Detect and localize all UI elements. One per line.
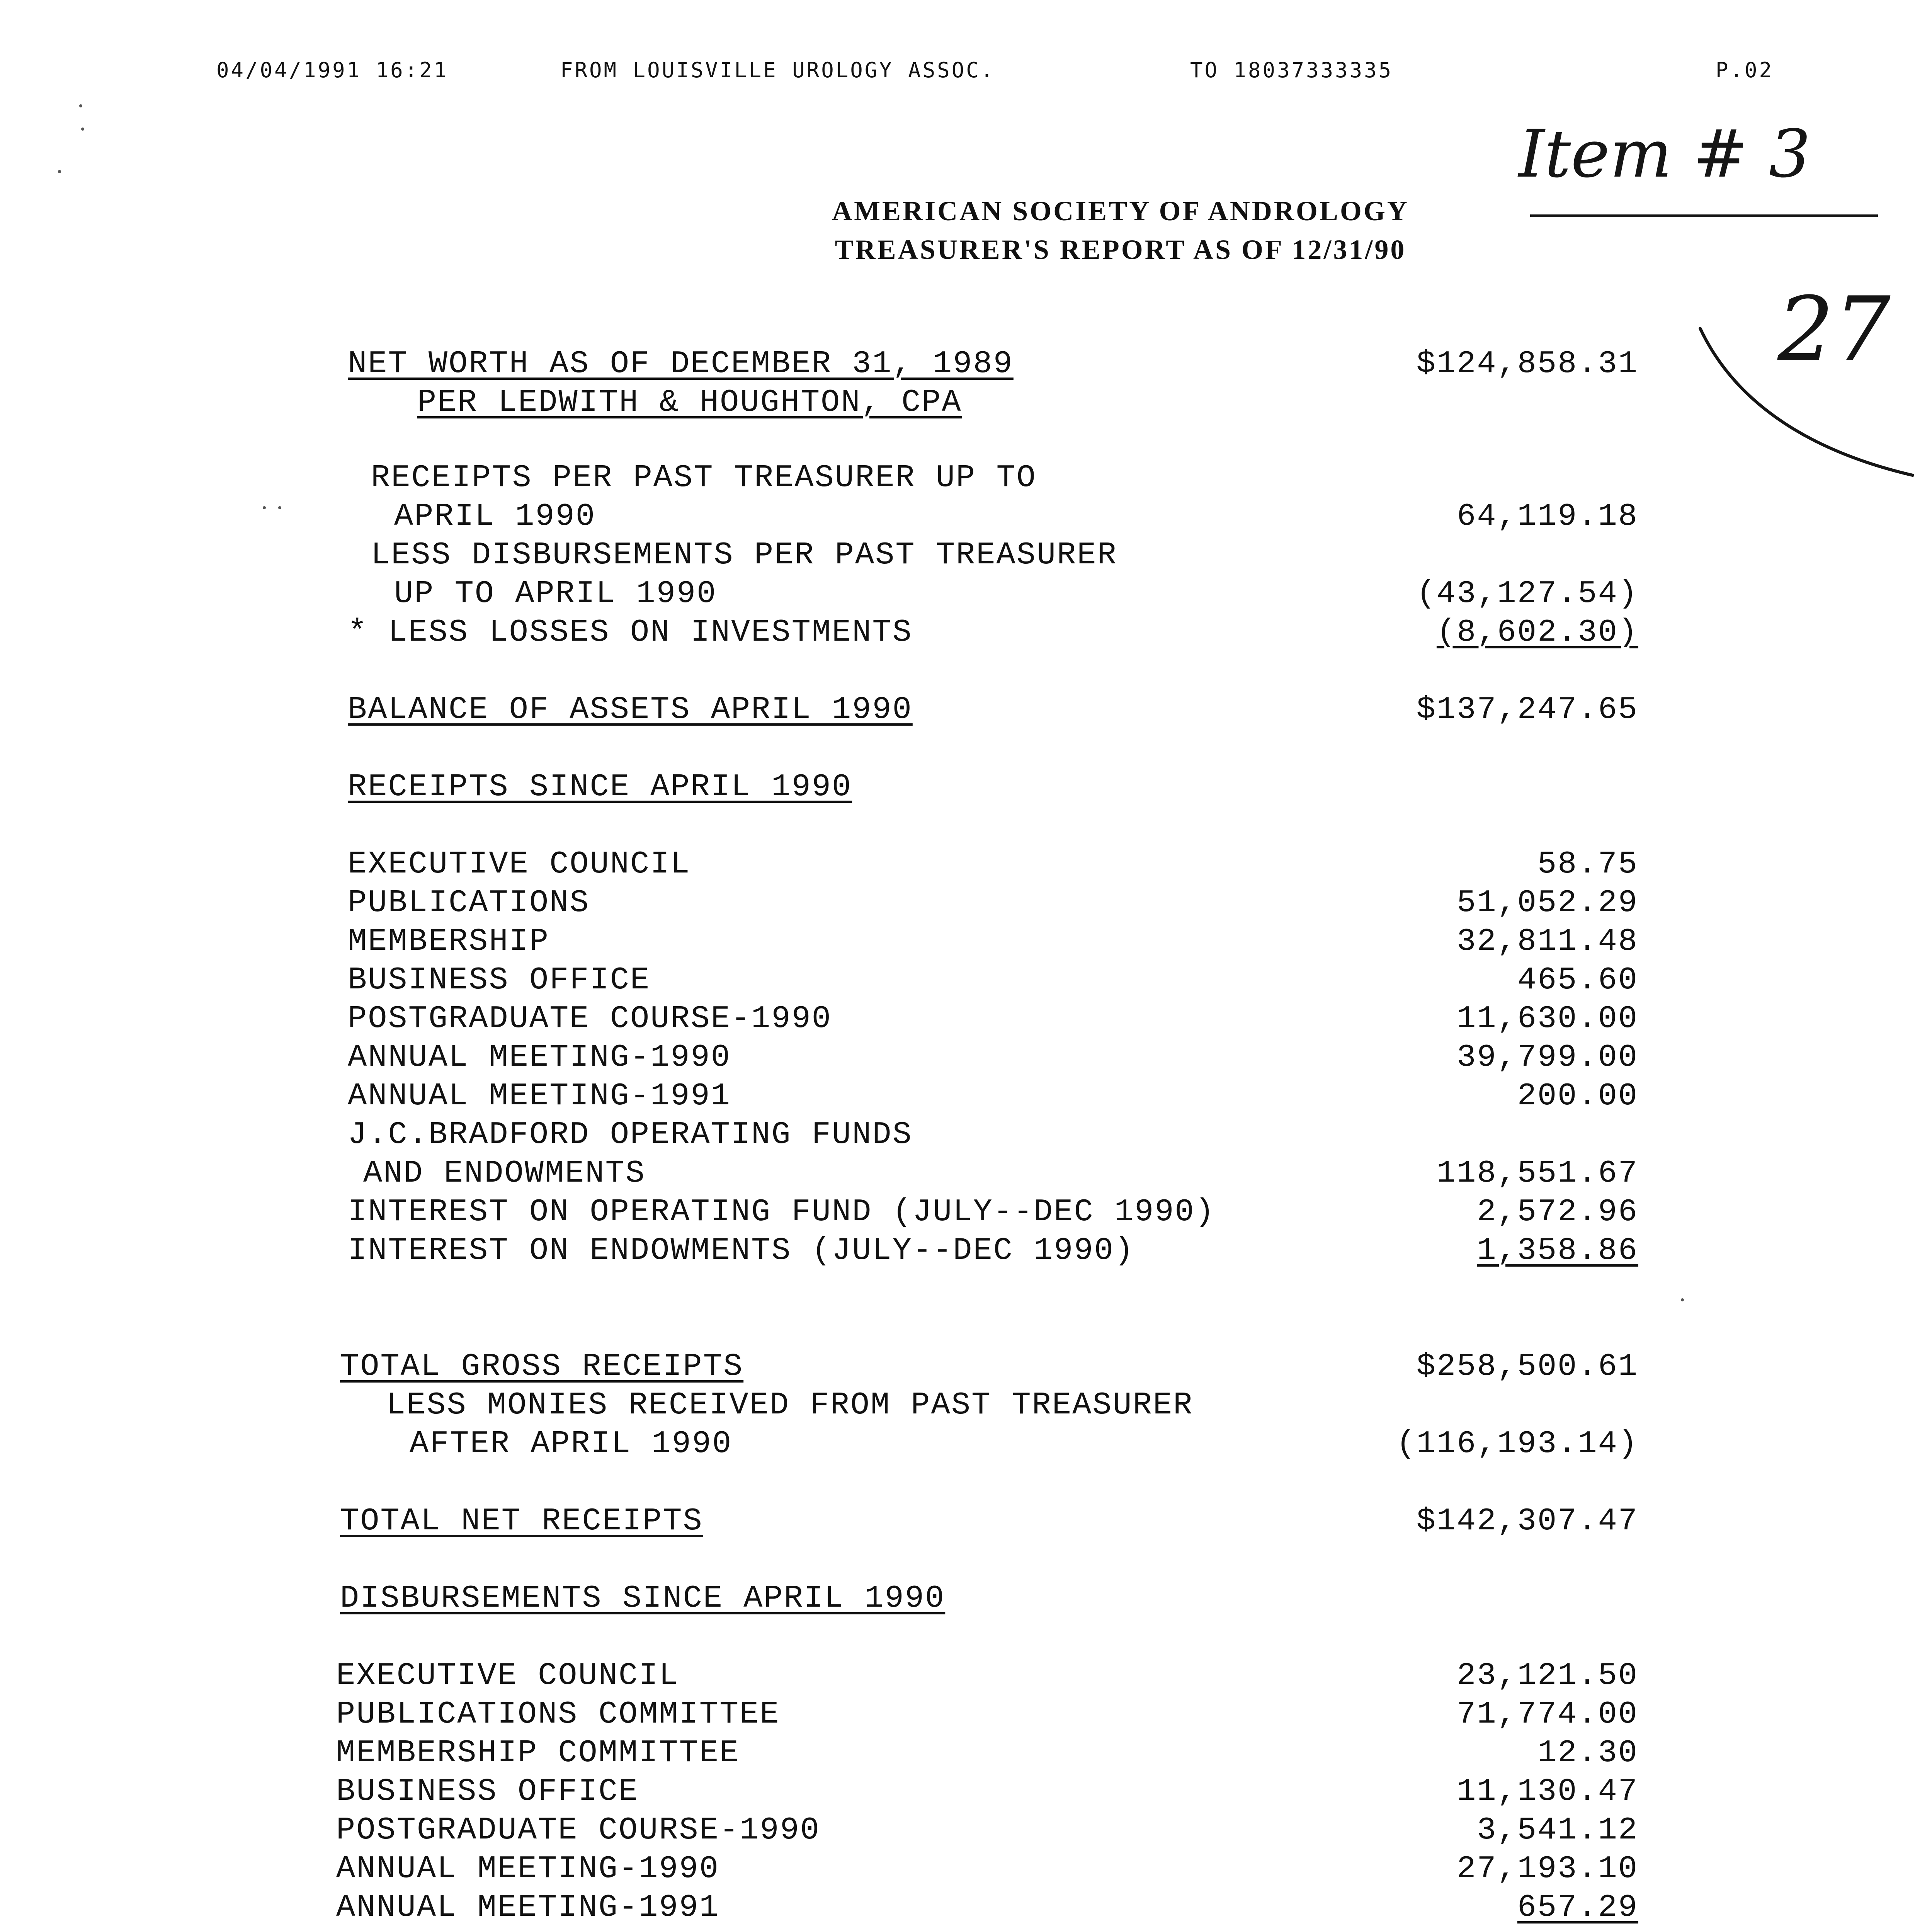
- net-worth-1989-value: $124,858.31: [1416, 346, 1638, 382]
- receipt-item: [332, 1001, 1638, 1039]
- total-gross-receipts-label: TOTAL GROSS RECEIPTS: [340, 1349, 744, 1384]
- past-disbursements-row-2: [332, 576, 1638, 614]
- disbursement-item: [332, 1696, 1638, 1735]
- receipt-item-value: 465.60: [1517, 962, 1638, 998]
- receipt-item: [332, 962, 1638, 1001]
- receipt-item-label: PUBLICATIONS: [348, 885, 590, 921]
- disbursement-item: [332, 1851, 1638, 1889]
- disbursement-item-label: ANNUAL MEETING-1990: [336, 1851, 719, 1887]
- receipt-item-label: ANNUAL MEETING-1991: [348, 1078, 731, 1114]
- less-monies-row-1: [332, 1387, 1638, 1426]
- jc-bradford-label-line-2: AND ENDOWMENTS: [363, 1155, 646, 1191]
- disbursement-item-value: 27,193.10: [1457, 1851, 1638, 1887]
- receipt-item: [332, 923, 1638, 962]
- receipt-item-label: BUSINESS OFFICE: [348, 962, 651, 998]
- net-worth-1989-label: NET WORTH AS OF DECEMBER 31, 1989: [348, 346, 1014, 382]
- past-disbursements-label-line-1: LESS DISBURSEMENTS PER PAST TREASURER: [371, 537, 1117, 573]
- total-gross-receipts-value: $258,500.61: [1416, 1349, 1638, 1384]
- receipt-item-value: 39,799.00: [1457, 1039, 1638, 1075]
- handwritten-item-number: Item # 3: [1519, 116, 1811, 192]
- past-receipts-row-2: [332, 498, 1638, 537]
- receipt-item-label: EXECUTIVE COUNCIL: [348, 846, 691, 882]
- receipt-item-label: POSTGRADUATE COURSE-1990: [348, 1001, 832, 1037]
- disbursements-heading-row: [332, 1580, 1638, 1619]
- fax-from: FROM LOUISVILLE UROLOGY ASSOC.: [560, 58, 995, 82]
- jc-bradford-row-1: [332, 1117, 1638, 1155]
- disbursement-item-label: POSTGRADUATE COURSE-1990: [336, 1812, 820, 1848]
- interest-endowments-value: 1,358.86: [1477, 1233, 1638, 1269]
- disbursement-item-label: ANNUAL MEETING-1991: [336, 1889, 719, 1925]
- less-monies-value: (116,193.14): [1396, 1426, 1638, 1462]
- net-worth-1989-row: [332, 346, 1638, 384]
- balance-april-1990-value: $137,247.65: [1416, 692, 1638, 728]
- disbursement-item-value: 3,541.12: [1477, 1812, 1638, 1848]
- cpa-label: PER LEDWITH & HOUGHTON, CPA: [417, 384, 962, 420]
- scan-speck: [58, 170, 61, 173]
- disbursement-item-value: 12.30: [1537, 1735, 1638, 1771]
- total-net-receipts-row: [332, 1503, 1638, 1542]
- receipt-item: [332, 1039, 1638, 1078]
- cpa-row: [332, 384, 1638, 423]
- scan-speck: [1681, 1298, 1684, 1301]
- receipts-heading-row: [332, 769, 1638, 808]
- past-receipts-value: 64,119.18: [1457, 498, 1638, 534]
- handwritten-curve: [1696, 321, 1920, 483]
- past-disbursements-value: (43,127.54): [1416, 576, 1638, 612]
- disbursement-item: [332, 1735, 1638, 1774]
- disbursement-item-label: PUBLICATIONS COMMITTEE: [336, 1696, 780, 1732]
- disbursement-item: [332, 1774, 1638, 1812]
- receipt-item-value: 11,630.00: [1457, 1001, 1638, 1037]
- interest-operating-fund-label: INTEREST ON OPERATING FUND (JULY--DEC 1990): [348, 1194, 1215, 1230]
- past-receipts-row-1: [332, 460, 1638, 498]
- receipt-item-value: 51,052.29: [1457, 885, 1638, 921]
- disbursement-item-value: 23,121.50: [1457, 1658, 1638, 1694]
- receipt-item-label: MEMBERSHIP: [348, 923, 550, 959]
- scan-speck: [263, 506, 266, 509]
- receipt-item: [332, 1078, 1638, 1117]
- disbursement-item-label: EXECUTIVE COUNCIL: [336, 1658, 679, 1694]
- balance-april-1990-row: [332, 692, 1638, 730]
- interest-operating-fund-value: 2,572.96: [1477, 1194, 1638, 1230]
- jc-bradford-value: 118,551.67: [1436, 1155, 1638, 1191]
- interest-endowments-row: [332, 1233, 1638, 1271]
- fax-page: P.02: [1716, 58, 1774, 82]
- past-disbursements-label-line-2: UP TO APRIL 1990: [394, 576, 717, 612]
- handwritten-page-number: 27: [1777, 278, 1891, 381]
- scan-speck: [81, 128, 84, 131]
- interest-operating-fund-row: [332, 1194, 1638, 1233]
- receipt-item-value: 32,811.48: [1457, 923, 1638, 959]
- receipt-item-label: ANNUAL MEETING-1990: [348, 1039, 731, 1075]
- receipt-item-value: 58.75: [1537, 846, 1638, 882]
- total-gross-receipts-row: [332, 1349, 1638, 1387]
- scan-speck: [79, 104, 82, 107]
- disbursement-item: [332, 1889, 1638, 1928]
- disbursement-item-label: BUSINESS OFFICE: [336, 1774, 639, 1810]
- organization-title: AMERICAN SOCIETY OF ANDROLOGY: [832, 196, 1409, 226]
- fax-datetime: 04/04/1991 16:21: [216, 58, 449, 82]
- disbursement-item-value: 11,130.47: [1457, 1774, 1638, 1810]
- total-net-receipts-label: TOTAL NET RECEIPTS: [340, 1503, 703, 1539]
- investment-losses-label: * LESS LOSSES ON INVESTMENTS: [348, 614, 913, 650]
- investment-losses-row: [332, 614, 1638, 653]
- less-monies-label-line-2: AFTER APRIL 1990: [410, 1426, 733, 1462]
- interest-endowments-label: INTEREST ON ENDOWMENTS (JULY--DEC 1990): [348, 1233, 1135, 1269]
- receipt-item: [332, 885, 1638, 923]
- disbursement-item-value: 71,774.00: [1457, 1696, 1638, 1732]
- investment-losses-value: (8,602.30): [1436, 614, 1638, 650]
- past-receipts-label-line-2: APRIL 1990: [394, 498, 596, 534]
- scan-speck: [278, 506, 281, 509]
- report-title: TREASURER'S REPORT AS OF 12/31/90: [835, 234, 1406, 265]
- jc-bradford-label-line-1: J.C.BRADFORD OPERATING FUNDS: [348, 1117, 913, 1153]
- less-monies-row-2: [332, 1426, 1638, 1464]
- receipt-item: [332, 846, 1638, 885]
- jc-bradford-row-2: [332, 1155, 1638, 1194]
- less-monies-label-line-1: LESS MONIES RECEIVED FROM PAST TREASURER: [386, 1387, 1194, 1423]
- fax-header: [216, 58, 1774, 89]
- past-disbursements-row-1: [332, 537, 1638, 576]
- disbursement-item-label: MEMBERSHIP COMMITTEE: [336, 1735, 740, 1771]
- receipts-heading: RECEIPTS SINCE APRIL 1990: [348, 769, 852, 805]
- disbursements-heading: DISBURSEMENTS SINCE APRIL 1990: [340, 1580, 946, 1616]
- fax-to: TO 18037333335: [1190, 58, 1393, 82]
- disbursement-item: [332, 1658, 1638, 1696]
- receipt-item-value: 200.00: [1517, 1078, 1638, 1114]
- past-receipts-label-line-1: RECEIPTS PER PAST TREASURER UP TO: [371, 460, 1037, 496]
- total-net-receipts-value: $142,307.47: [1416, 1503, 1638, 1539]
- disbursement-item: [332, 1812, 1638, 1851]
- disbursement-item-value: 657.29: [1517, 1889, 1638, 1925]
- balance-april-1990-label: BALANCE OF ASSETS APRIL 1990: [348, 692, 913, 728]
